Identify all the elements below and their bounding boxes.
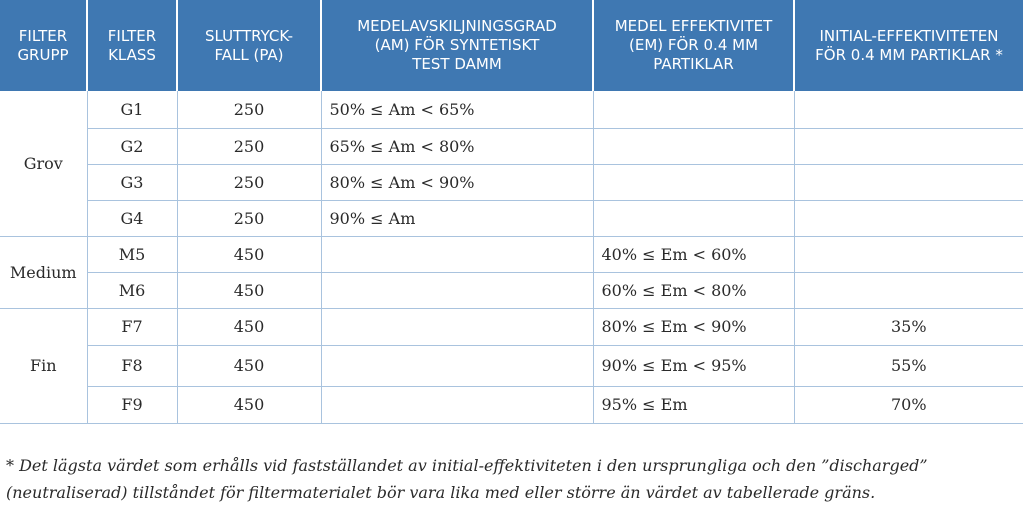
am-cell: 90% ≤ Am [321,200,593,236]
tryckfall-cell: 250 [177,128,321,164]
am-cell [321,386,593,423]
table-row [0,272,1023,308]
initial-cell: 35% [794,308,1023,345]
am-cell [321,236,593,272]
tryckfall-cell: 250 [177,91,321,128]
klass-cell: G2 [87,128,177,164]
em-cell [593,128,794,164]
klass-cell: M6 [87,272,177,308]
tryckfall-cell: 450 [177,236,321,272]
table-row [0,200,1023,236]
klass-cell: F8 [87,345,177,386]
header-medelavskiljningsgrad: MEDELAVSKILJNINGSGRAD (AM) FÖR SYNTETISKT TEST DAMM [321,0,593,91]
am-cell [321,272,593,308]
tryckfall-cell: 250 [177,200,321,236]
table-row [0,345,1023,386]
em-cell: 95% ≤ Em [593,386,794,423]
tryckfall-cell: 450 [177,386,321,423]
initial-cell [794,128,1023,164]
em-cell [593,164,794,200]
am-cell: 80% ≤ Am < 90% [321,164,593,200]
klass-cell: G1 [87,91,177,128]
header-filter-klass: FILTER KLASS [87,0,177,91]
em-cell [593,200,794,236]
tryckfall-cell: 250 [177,164,321,200]
initial-cell: 70% [794,386,1023,423]
tryckfall-cell: 450 [177,345,321,386]
initial-cell [794,91,1023,128]
footnote: * Det lägsta värdet som erhålls vid fastställandet av initial-effektiviteten i den ursprungliga och den ”discharged” (neutraliserad) tillståndet för filtermaterialet bör vara lika med eller större än värdet av tabellerade gräns. [6,456,928,502]
table-row [0,128,1023,164]
em-cell [593,91,794,128]
em-cell: 80% ≤ Em < 90% [593,308,794,345]
table-row [0,236,1023,272]
am-cell [321,308,593,345]
tryckfall-cell: 450 [177,308,321,345]
initial-cell [794,200,1023,236]
table-header-row [0,0,1023,91]
em-cell: 40% ≤ Em < 60% [593,236,794,272]
initial-cell [794,236,1023,272]
header-filter-grupp: FILTER GRUPP [0,0,87,91]
am-cell: 50% ≤ Am < 65% [321,91,593,128]
table-body [0,91,1023,423]
klass-cell: G4 [87,200,177,236]
header-initial-effektiviteten: INITIAL-EFFEKTIVITETEN FÖR 0.4 ΜM PARTIKLAR * [794,0,1023,91]
table-row [0,91,1023,128]
tryckfall-cell: 450 [177,272,321,308]
am-cell: 65% ≤ Am < 80% [321,128,593,164]
initial-cell: 55% [794,345,1023,386]
group-fin: Fin [0,308,87,423]
initial-cell [794,272,1023,308]
header-medel-effektivitet: MEDEL EFFEKTIVITET (EM) FÖR 0.4 ΜM PARTIKLAR [593,0,794,91]
table-row [0,164,1023,200]
group-medium: Medium [0,236,87,308]
klass-cell: F7 [87,308,177,345]
em-cell: 60% ≤ Em < 80% [593,272,794,308]
group-grov: Grov [0,91,87,236]
initial-cell [794,164,1023,200]
klass-cell: F9 [87,386,177,423]
table-row [0,386,1023,423]
am-cell [321,345,593,386]
header-sluttryckfall: SLUTTRYCK- FALL (PA) [177,0,321,91]
klass-cell: M5 [87,236,177,272]
klass-cell: G3 [87,164,177,200]
em-cell: 90% ≤ Em < 95% [593,345,794,386]
table-row [0,308,1023,345]
